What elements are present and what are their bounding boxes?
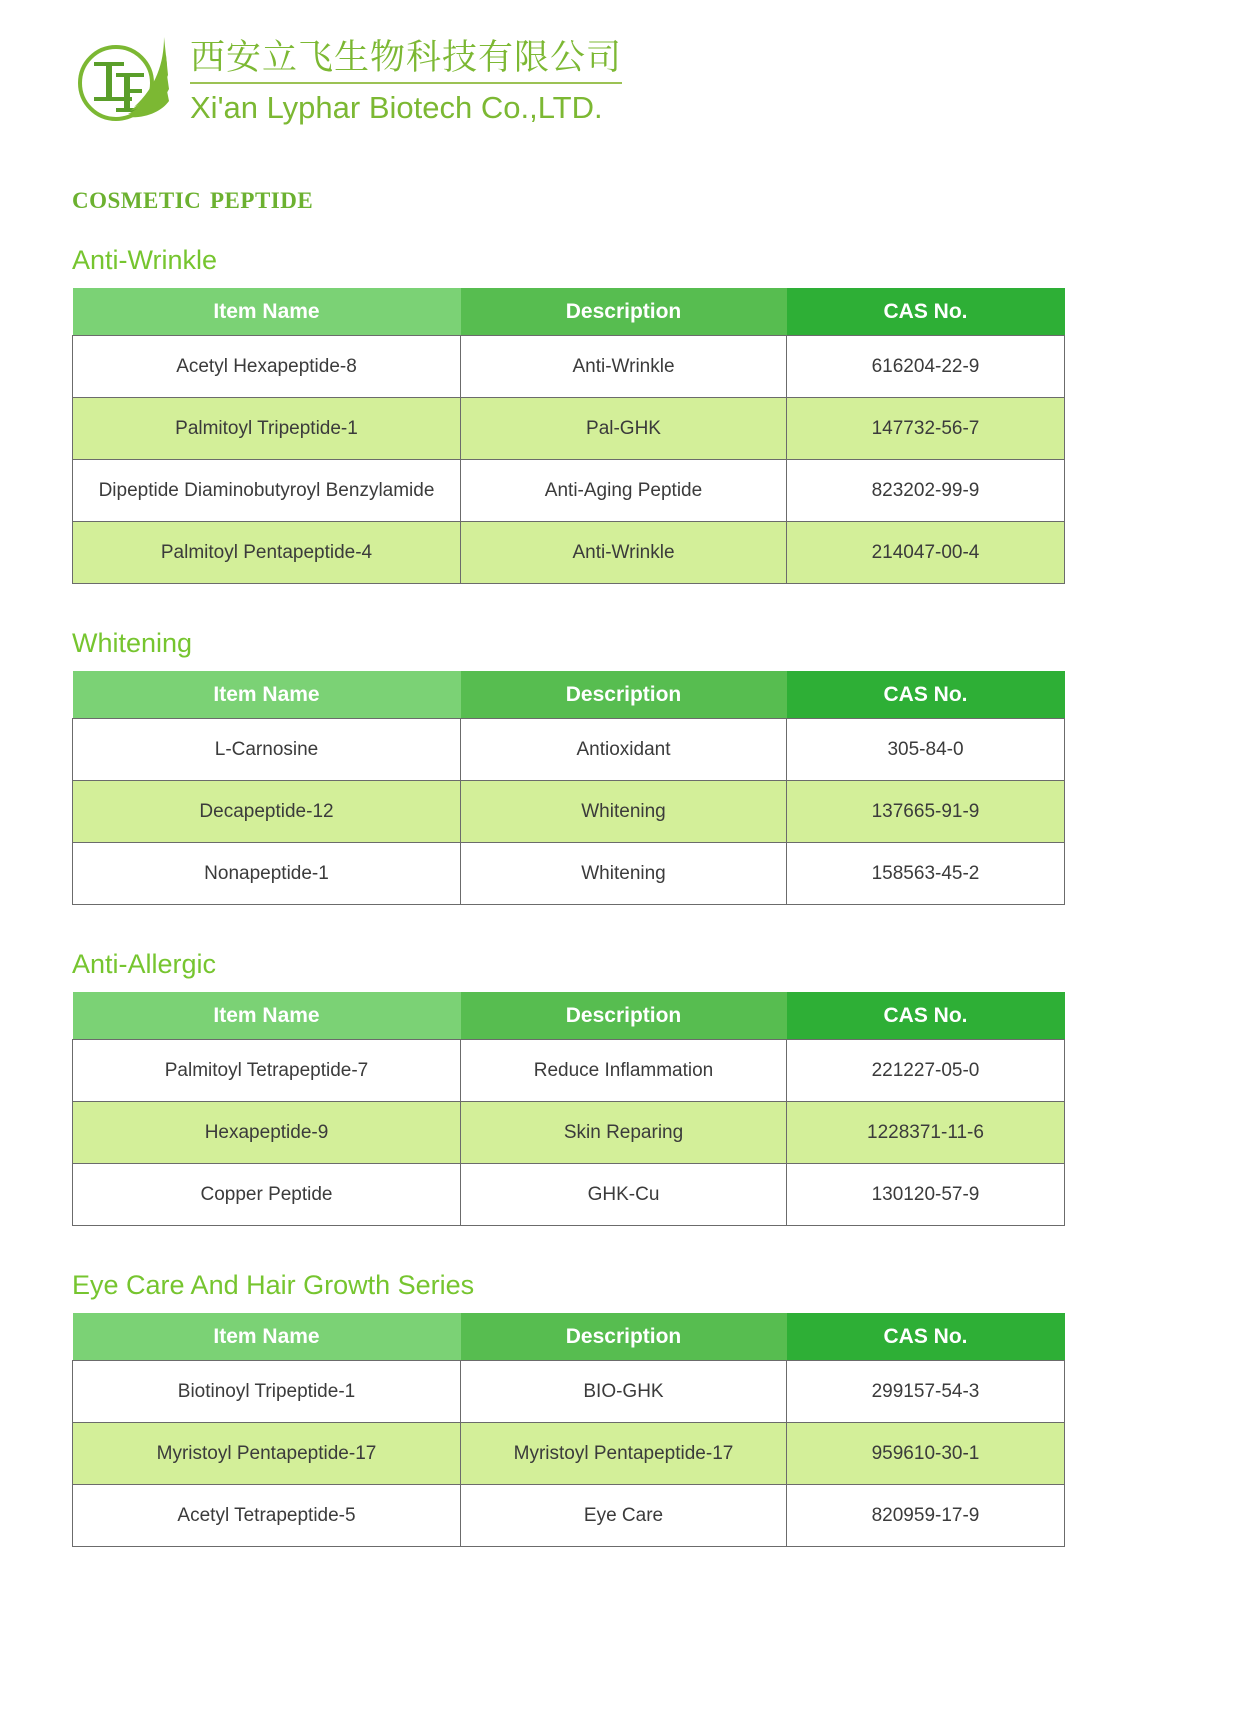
column-header-description: Description bbox=[461, 288, 787, 336]
table-header-row bbox=[73, 671, 1065, 719]
page-title: cosmetic peptide bbox=[72, 180, 314, 216]
cell-description: BIO-GHK bbox=[461, 1361, 787, 1423]
cell-cas-no: 616204-22-9 bbox=[787, 336, 1065, 398]
company-name-block bbox=[190, 34, 622, 128]
table-header-row bbox=[73, 992, 1065, 1040]
cell-cas-no: 299157-54-3 bbox=[787, 1361, 1065, 1423]
table-row bbox=[73, 1040, 1065, 1102]
cell-description: Myristoyl Pentapeptide-17 bbox=[461, 1423, 787, 1485]
bottom-spacer bbox=[0, 1547, 1240, 1587]
section-title-2: Anti-Allergic bbox=[72, 949, 217, 979]
cell-cas-no: 820959-17-9 bbox=[787, 1485, 1065, 1547]
cell-description: GHK-Cu bbox=[461, 1164, 787, 1226]
cell-item-name: Hexapeptide-9 bbox=[73, 1102, 461, 1164]
company-name-english: Xi'an Lyphar Biotech Co.,LTD. bbox=[190, 90, 603, 125]
peptide-section bbox=[0, 245, 1240, 584]
cell-description: Pal-GHK bbox=[461, 398, 787, 460]
table-row bbox=[73, 522, 1065, 584]
peptide-section bbox=[0, 1270, 1240, 1547]
table-row bbox=[73, 781, 1065, 843]
cell-item-name: Palmitoyl Tripeptide-1 bbox=[73, 398, 461, 460]
cell-cas-no: 214047-00-4 bbox=[787, 522, 1065, 584]
cell-item-name: Myristoyl Pentapeptide-17 bbox=[73, 1423, 461, 1485]
cell-item-name: Acetyl Hexapeptide-8 bbox=[73, 336, 461, 398]
table-header-row bbox=[73, 288, 1065, 336]
section-title-0: Anti-Wrinkle bbox=[72, 245, 218, 275]
peptide-section bbox=[0, 949, 1240, 1226]
cell-cas-no: 305-84-0 bbox=[787, 719, 1065, 781]
column-header-item-name: Item Name bbox=[73, 671, 461, 719]
peptide-table bbox=[72, 671, 1065, 905]
cell-description: Eye Care bbox=[461, 1485, 787, 1547]
cell-description: Antioxidant bbox=[461, 719, 787, 781]
cell-item-name: Palmitoyl Tetrapeptide-7 bbox=[73, 1040, 461, 1102]
table-row bbox=[73, 1164, 1065, 1226]
cell-item-name: Biotinoyl Tripeptide-1 bbox=[73, 1361, 461, 1423]
cell-description: Whitening bbox=[461, 781, 787, 843]
cell-description: Whitening bbox=[461, 843, 787, 905]
cell-description: Reduce Inflammation bbox=[461, 1040, 787, 1102]
column-header-description: Description bbox=[461, 992, 787, 1040]
company-logo-icon bbox=[68, 29, 176, 133]
column-header-cas-no: CAS No. bbox=[787, 671, 1065, 719]
cell-description: Skin Reparing bbox=[461, 1102, 787, 1164]
cell-cas-no: 158563-45-2 bbox=[787, 843, 1065, 905]
column-header-cas-no: CAS No. bbox=[787, 1313, 1065, 1361]
table-row bbox=[73, 1485, 1065, 1547]
column-header-description: Description bbox=[461, 671, 787, 719]
cell-cas-no: 959610-30-1 bbox=[787, 1423, 1065, 1485]
sections-container bbox=[0, 245, 1240, 1547]
table-header-row bbox=[73, 1313, 1065, 1361]
section-title-3: Eye Care And Hair Growth Series bbox=[72, 1270, 475, 1300]
company-name-chinese: 西安立飞生物科技有限公司 bbox=[190, 36, 622, 84]
column-header-item-name: Item Name bbox=[73, 288, 461, 336]
cell-item-name: Copper Peptide bbox=[73, 1164, 461, 1226]
cell-item-name: Decapeptide-12 bbox=[73, 781, 461, 843]
cell-cas-no: 147732-56-7 bbox=[787, 398, 1065, 460]
column-header-item-name: Item Name bbox=[73, 992, 461, 1040]
cell-description: Anti-Aging Peptide bbox=[461, 460, 787, 522]
column-header-cas-no: CAS No. bbox=[787, 288, 1065, 336]
cell-item-name: Palmitoyl Pentapeptide-4 bbox=[73, 522, 461, 584]
cell-item-name: Dipeptide Diaminobutyroyl Benzylamide bbox=[73, 460, 461, 522]
cell-description: Anti-Wrinkle bbox=[461, 336, 787, 398]
table-row bbox=[73, 719, 1065, 781]
cell-item-name: Nonapeptide-1 bbox=[73, 843, 461, 905]
cell-item-name: L-Carnosine bbox=[73, 719, 461, 781]
table-row bbox=[73, 460, 1065, 522]
table-row bbox=[73, 336, 1065, 398]
cell-cas-no: 137665-91-9 bbox=[787, 781, 1065, 843]
cell-cas-no: 1228371-11-6 bbox=[787, 1102, 1065, 1164]
table-row bbox=[73, 1361, 1065, 1423]
page-header bbox=[0, 0, 1240, 125]
cell-cas-no: 221227-05-0 bbox=[787, 1040, 1065, 1102]
cell-cas-no: 823202-99-9 bbox=[787, 460, 1065, 522]
column-header-item-name: Item Name bbox=[73, 1313, 461, 1361]
cell-description: Anti-Wrinkle bbox=[461, 522, 787, 584]
table-row bbox=[73, 1102, 1065, 1164]
section-title-1: Whitening bbox=[72, 628, 193, 658]
peptide-table bbox=[72, 992, 1065, 1226]
peptide-table bbox=[72, 1313, 1065, 1547]
table-row bbox=[73, 1423, 1065, 1485]
peptide-table bbox=[72, 288, 1065, 584]
cell-item-name: Acetyl Tetrapeptide-5 bbox=[73, 1485, 461, 1547]
cell-cas-no: 130120-57-9 bbox=[787, 1164, 1065, 1226]
table-row bbox=[73, 398, 1065, 460]
column-header-cas-no: CAS No. bbox=[787, 992, 1065, 1040]
table-row bbox=[73, 843, 1065, 905]
column-header-description: Description bbox=[461, 1313, 787, 1361]
peptide-section bbox=[0, 628, 1240, 905]
